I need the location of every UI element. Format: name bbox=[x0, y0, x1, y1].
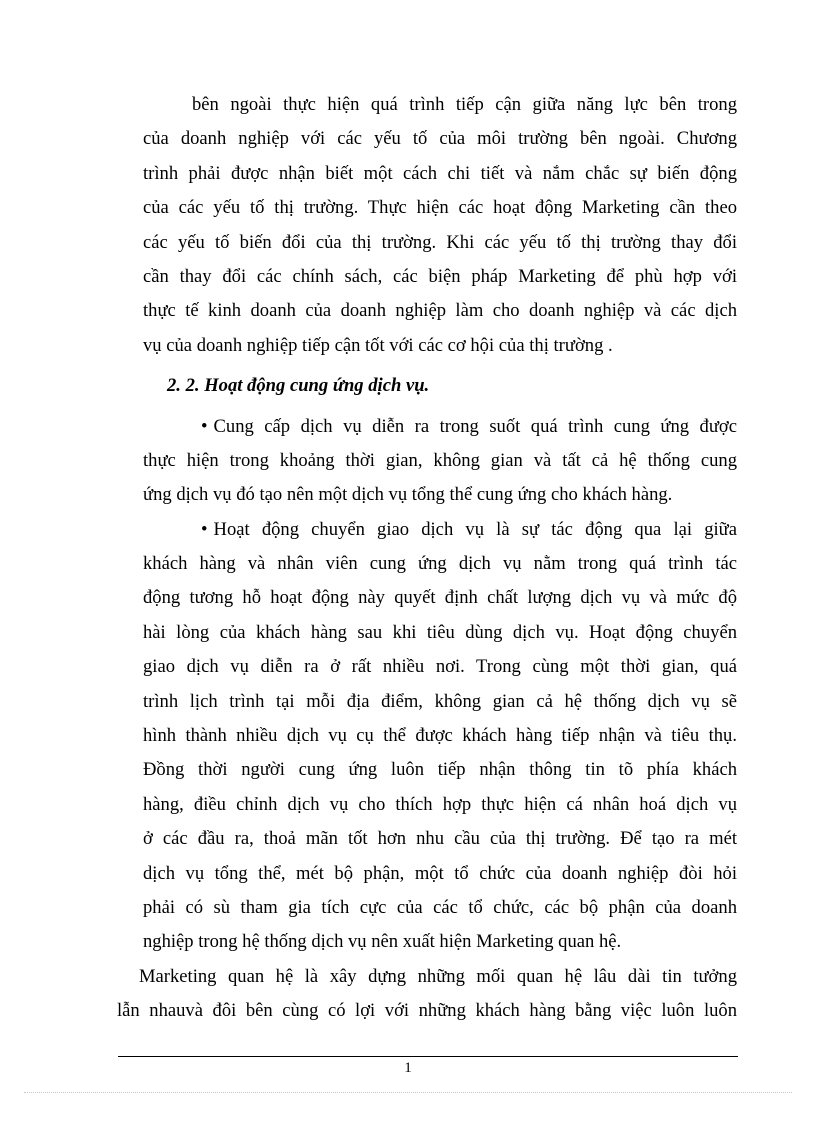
page-number: 1 bbox=[404, 1060, 412, 1076]
bullet-item-service-supply bbox=[143, 410, 737, 513]
text-line: phải có sù tham gia tích cực của các tổ chức, các bộ phận của doanh bbox=[143, 896, 737, 918]
text-line: hình thành nhiều dịch vụ cụ thể được khách hàng tiếp nhận và tiêu thụ. bbox=[143, 725, 737, 747]
text-line bbox=[143, 513, 737, 547]
paragraph-relationship-marketing bbox=[117, 960, 737, 1029]
text-line: ứng dịch vụ đó tạo nên một dịch vụ tổng thể cung ứng cho khách hàng. bbox=[143, 484, 673, 506]
text-line: lẫn nhauvà đôi bên cùng có lợi với những khách hàng bằng việc luôn luôn bbox=[117, 1000, 737, 1022]
footer-divider bbox=[118, 1056, 738, 1057]
text-line: Đồng thời người cung ứng luôn tiếp nhận thông tin tõ phía khách bbox=[143, 759, 737, 781]
text-line: trình lịch trình tại mỗi địa điểm, không gian cả hệ thống dịch vụ sẽ bbox=[143, 690, 737, 712]
text-line: các yếu tố biến đổi của thị trường. Khi các yếu tố thị trường thay đổi bbox=[143, 231, 737, 253]
text-line: của doanh nghiệp với các yếu tố của môi trường bên ngoài. Chương bbox=[143, 128, 737, 150]
bullet-text: Hoạt động chuyển giao dịch vụ là sự tác động qua lại giữa bbox=[213, 518, 737, 540]
text-line: của các yếu tố thị trường. Thực hiện các hoạt động Marketing cần theo bbox=[143, 197, 737, 219]
paragraph-market-approach bbox=[143, 88, 737, 363]
bullet-item-service-delivery bbox=[143, 513, 737, 960]
text-line: ở các đầu ra, thoả mãn tốt hơn nhu cầu của thị trường. Để tạo ra mét bbox=[143, 828, 737, 850]
text-line: khách hàng và nhân viên cung ứng dịch vụ nằm trong quá trình tác bbox=[143, 553, 737, 575]
text-line bbox=[143, 410, 737, 444]
page-bottom-border bbox=[24, 1092, 792, 1093]
text-line: trình phải được nhận biết một cách chi tiết và nắm chắc sự biến động bbox=[143, 162, 737, 184]
bullet-text: Cung cấp dịch vụ diễn ra trong suốt quá trình cung ứng được bbox=[213, 415, 737, 437]
text-line: Marketing quan hệ là xây dựng những mối quan hệ lâu dài tin tưởng bbox=[139, 965, 737, 987]
bullet-icon: • bbox=[201, 518, 208, 540]
text-line: động tương hỗ hoạt động này quyết định chất lượng dịch vụ và mức độ bbox=[143, 587, 737, 609]
text-line: hàng, điều chỉnh dịch vụ cho thích hợp thực hiện cá nhân hoá dịch vụ bbox=[143, 793, 737, 815]
bullet-icon: • bbox=[201, 415, 208, 437]
text-line: bên ngoài thực hiện quá trình tiếp cận giữa năng lực bên trong bbox=[192, 94, 737, 115]
text-line: dịch vụ tổng thể, mét bộ phận, một tổ chức của doanh nghiệp đòi hỏi bbox=[143, 862, 737, 884]
text-line: giao dịch vụ diễn ra ở rất nhiều nơi. Trong cùng một thời gian, quá bbox=[143, 656, 737, 678]
text-line: vụ của doanh nghiệp tiếp cận tốt với các cơ hội của thị trường . bbox=[143, 334, 613, 356]
text-line: thực hiện trong khoảng thời gian, không gian và tất cả hệ thống cung bbox=[143, 449, 737, 471]
section-heading: 2. 2. Hoạt động cung ứng dịch vụ. bbox=[167, 375, 430, 397]
text-line: cần thay đổi các chính sách, các biện pháp Marketing để phù hợp với bbox=[143, 265, 737, 287]
text-line: hài lòng của khách hàng sau khi tiêu dùng dịch vụ. Hoạt động chuyển bbox=[143, 621, 737, 643]
text-line: nghiệp trong hệ thống dịch vụ nên xuất hiện Marketing quan hệ. bbox=[143, 931, 622, 953]
text-line: thực tế kinh doanh của doanh nghiệp làm cho doanh nghiệp và các dịch bbox=[143, 300, 737, 322]
body-text bbox=[117, 88, 737, 1029]
